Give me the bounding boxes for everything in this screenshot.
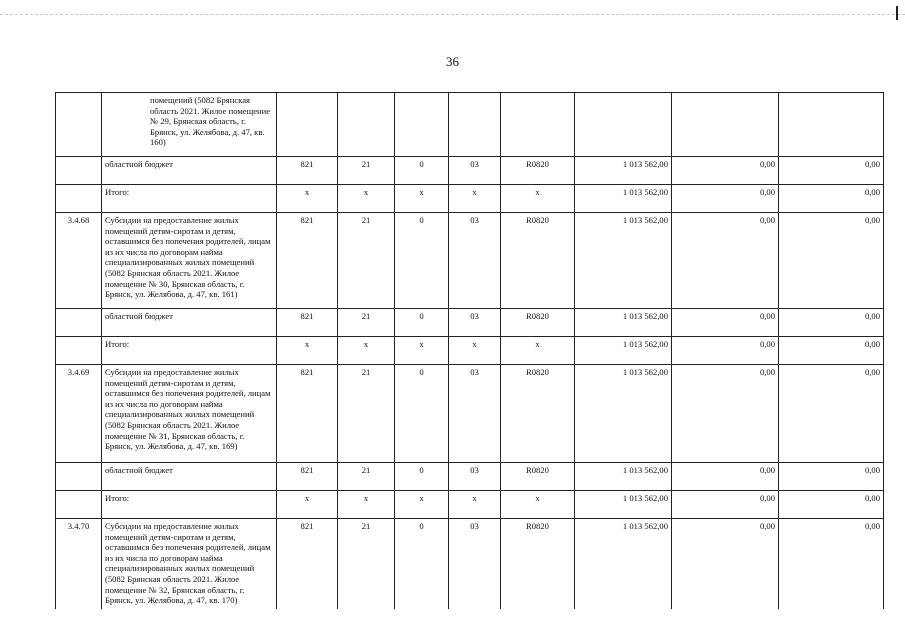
cell-c2: 21 bbox=[338, 309, 395, 337]
cell-c3: 0 bbox=[395, 309, 449, 337]
cell-c2: х bbox=[338, 337, 395, 365]
cell-c5: х bbox=[501, 185, 575, 213]
cell-id: 3.4.70 bbox=[56, 519, 102, 609]
cell-id bbox=[56, 309, 102, 337]
cell-a2: 0,00 bbox=[672, 519, 779, 609]
cell-name: областной бюджет bbox=[102, 309, 277, 337]
cell-a1: 1 013 562,00 bbox=[575, 365, 672, 463]
cell-name: Субсидии на предоставление жилых помещений детям-сиротам и детям, оставшимся без попечения родителей, лицам из их числа по договорам найма специализированных жилых помещений (5082 Брянская область 2021. Жилое помещение № 32, Брянская область, г. Брянск, ул. Желябова, д. 47, кв. 170) bbox=[102, 519, 277, 609]
cell-a3: 0,00 bbox=[779, 337, 884, 365]
table-row bbox=[56, 157, 884, 185]
cell-a1: 1 013 562,00 bbox=[575, 157, 672, 185]
cell-c5: R0820 bbox=[501, 365, 575, 463]
cell-id bbox=[56, 157, 102, 185]
cell-c1: 821 bbox=[277, 213, 338, 309]
table-row bbox=[56, 93, 884, 157]
cell-name: областной бюджет bbox=[102, 463, 277, 491]
cell-c3: 0 bbox=[395, 157, 449, 185]
cell-a3: 0,00 bbox=[779, 519, 884, 609]
table-row bbox=[56, 337, 884, 365]
cell-a2: 0,00 bbox=[672, 157, 779, 185]
table-row bbox=[56, 491, 884, 519]
cell-id bbox=[56, 185, 102, 213]
cell-c2: 21 bbox=[338, 213, 395, 309]
table-row bbox=[56, 519, 884, 609]
cell-c2: 21 bbox=[338, 365, 395, 463]
cell-c2: х bbox=[338, 491, 395, 519]
cell-c4: 03 bbox=[449, 365, 501, 463]
cell-c4: 03 bbox=[449, 463, 501, 491]
cell-c4 bbox=[449, 93, 501, 157]
cell-a2: 0,00 bbox=[672, 337, 779, 365]
cell-a1: 1 013 562,00 bbox=[575, 519, 672, 609]
scan-artifact-line bbox=[0, 14, 905, 15]
cell-a1: 1 013 562,00 bbox=[575, 337, 672, 365]
cell-c5: R0820 bbox=[501, 157, 575, 185]
cell-name: Субсидии на предоставление жилых помещений детям-сиротам и детям, оставшимся без попечения родителей, лицам из их числа по договорам найма специализированных жилых помещений (5082 Брянская область 2021. Жилое помещение № 31, Брянская область, г. Брянск, ул. Желябова, д. 47, кв. 169) bbox=[102, 365, 277, 463]
cell-c2: 21 bbox=[338, 463, 395, 491]
cell-c5: х bbox=[501, 337, 575, 365]
cell-name: помещений (5082 Брянская область 2021. Жилое помещение № 29, Брянская область, г. Брянск, ул. Желябова, д. 47, кв. 160) bbox=[102, 93, 277, 157]
cell-a2: 0,00 bbox=[672, 309, 779, 337]
cell-a1 bbox=[575, 93, 672, 157]
cell-a2 bbox=[672, 93, 779, 157]
cell-c5: х bbox=[501, 491, 575, 519]
table-row bbox=[56, 309, 884, 337]
cell-c4: х bbox=[449, 491, 501, 519]
table-row bbox=[56, 213, 884, 309]
cell-c3: х bbox=[395, 337, 449, 365]
cell-c4: 03 bbox=[449, 213, 501, 309]
cell-a2: 0,00 bbox=[672, 213, 779, 309]
cell-a2: 0,00 bbox=[672, 463, 779, 491]
cell-c4: х bbox=[449, 337, 501, 365]
budget-table bbox=[55, 92, 884, 609]
cell-c1: 821 bbox=[277, 309, 338, 337]
table-row bbox=[56, 463, 884, 491]
cell-c3: 0 bbox=[395, 463, 449, 491]
cell-a2: 0,00 bbox=[672, 365, 779, 463]
cell-c3: 0 bbox=[395, 365, 449, 463]
cell-id bbox=[56, 93, 102, 157]
cell-c2: 21 bbox=[338, 157, 395, 185]
page-number: 36 bbox=[446, 54, 459, 69]
cell-c1: 821 bbox=[277, 157, 338, 185]
scan-edge-mark bbox=[896, 6, 898, 20]
cell-name: Итого: bbox=[102, 491, 277, 519]
cell-a3: 0,00 bbox=[779, 309, 884, 337]
cell-id bbox=[56, 463, 102, 491]
cell-c2: 21 bbox=[338, 519, 395, 609]
cell-c4: 03 bbox=[449, 309, 501, 337]
cell-a3: 0,00 bbox=[779, 463, 884, 491]
cell-a3: 0,00 bbox=[779, 491, 884, 519]
cell-c1: 821 bbox=[277, 463, 338, 491]
cell-c5 bbox=[501, 93, 575, 157]
cell-a3: 0,00 bbox=[779, 213, 884, 309]
cell-id bbox=[56, 337, 102, 365]
cell-c4: 03 bbox=[449, 519, 501, 609]
cell-a3: 0,00 bbox=[779, 185, 884, 213]
cell-c5: R0820 bbox=[501, 309, 575, 337]
cell-c3: 0 bbox=[395, 213, 449, 309]
cell-c2: х bbox=[338, 185, 395, 213]
cell-c3: х bbox=[395, 185, 449, 213]
cell-name: Субсидии на предоставление жилых помещений детям-сиротам и детям, оставшимся без попечения родителей, лицам из их числа по договорам найма специализированных жилых помещений (5082 Брянская область 2021. Жилое помещение № 30, Брянская область, г. Брянск, ул. Желябова, д. 47, кв. 161) bbox=[102, 213, 277, 309]
cell-c5: R0820 bbox=[501, 213, 575, 309]
cell-c1: 821 bbox=[277, 519, 338, 609]
cell-c2 bbox=[338, 93, 395, 157]
cell-c5: R0820 bbox=[501, 463, 575, 491]
table-row bbox=[56, 365, 884, 463]
cell-name: областной бюджет bbox=[102, 157, 277, 185]
cell-id bbox=[56, 491, 102, 519]
cell-id: 3.4.69 bbox=[56, 365, 102, 463]
cell-c1: 821 bbox=[277, 365, 338, 463]
cell-c1: х bbox=[277, 491, 338, 519]
cell-c1: х bbox=[277, 337, 338, 365]
cell-a2: 0,00 bbox=[672, 491, 779, 519]
cell-c3 bbox=[395, 93, 449, 157]
cell-a1: 1 013 562,00 bbox=[575, 491, 672, 519]
cell-a1: 1 013 562,00 bbox=[575, 463, 672, 491]
cell-a1: 1 013 562,00 bbox=[575, 185, 672, 213]
cell-a3 bbox=[779, 93, 884, 157]
cell-c4: х bbox=[449, 185, 501, 213]
cell-c4: 03 bbox=[449, 157, 501, 185]
cell-c1 bbox=[277, 93, 338, 157]
cell-a1: 1 013 562,00 bbox=[575, 213, 672, 309]
cell-a3: 0,00 bbox=[779, 157, 884, 185]
cell-a3: 0,00 bbox=[779, 365, 884, 463]
cell-c3: 0 bbox=[395, 519, 449, 609]
cell-c1: х bbox=[277, 185, 338, 213]
cell-a1: 1 013 562,00 bbox=[575, 309, 672, 337]
cell-c3: х bbox=[395, 491, 449, 519]
table-row bbox=[56, 185, 884, 213]
cell-a2: 0,00 bbox=[672, 185, 779, 213]
cell-name: Итого: bbox=[102, 337, 277, 365]
cell-name: Итого: bbox=[102, 185, 277, 213]
cell-c5: R0820 bbox=[501, 519, 575, 609]
cell-id: 3.4.68 bbox=[56, 213, 102, 309]
